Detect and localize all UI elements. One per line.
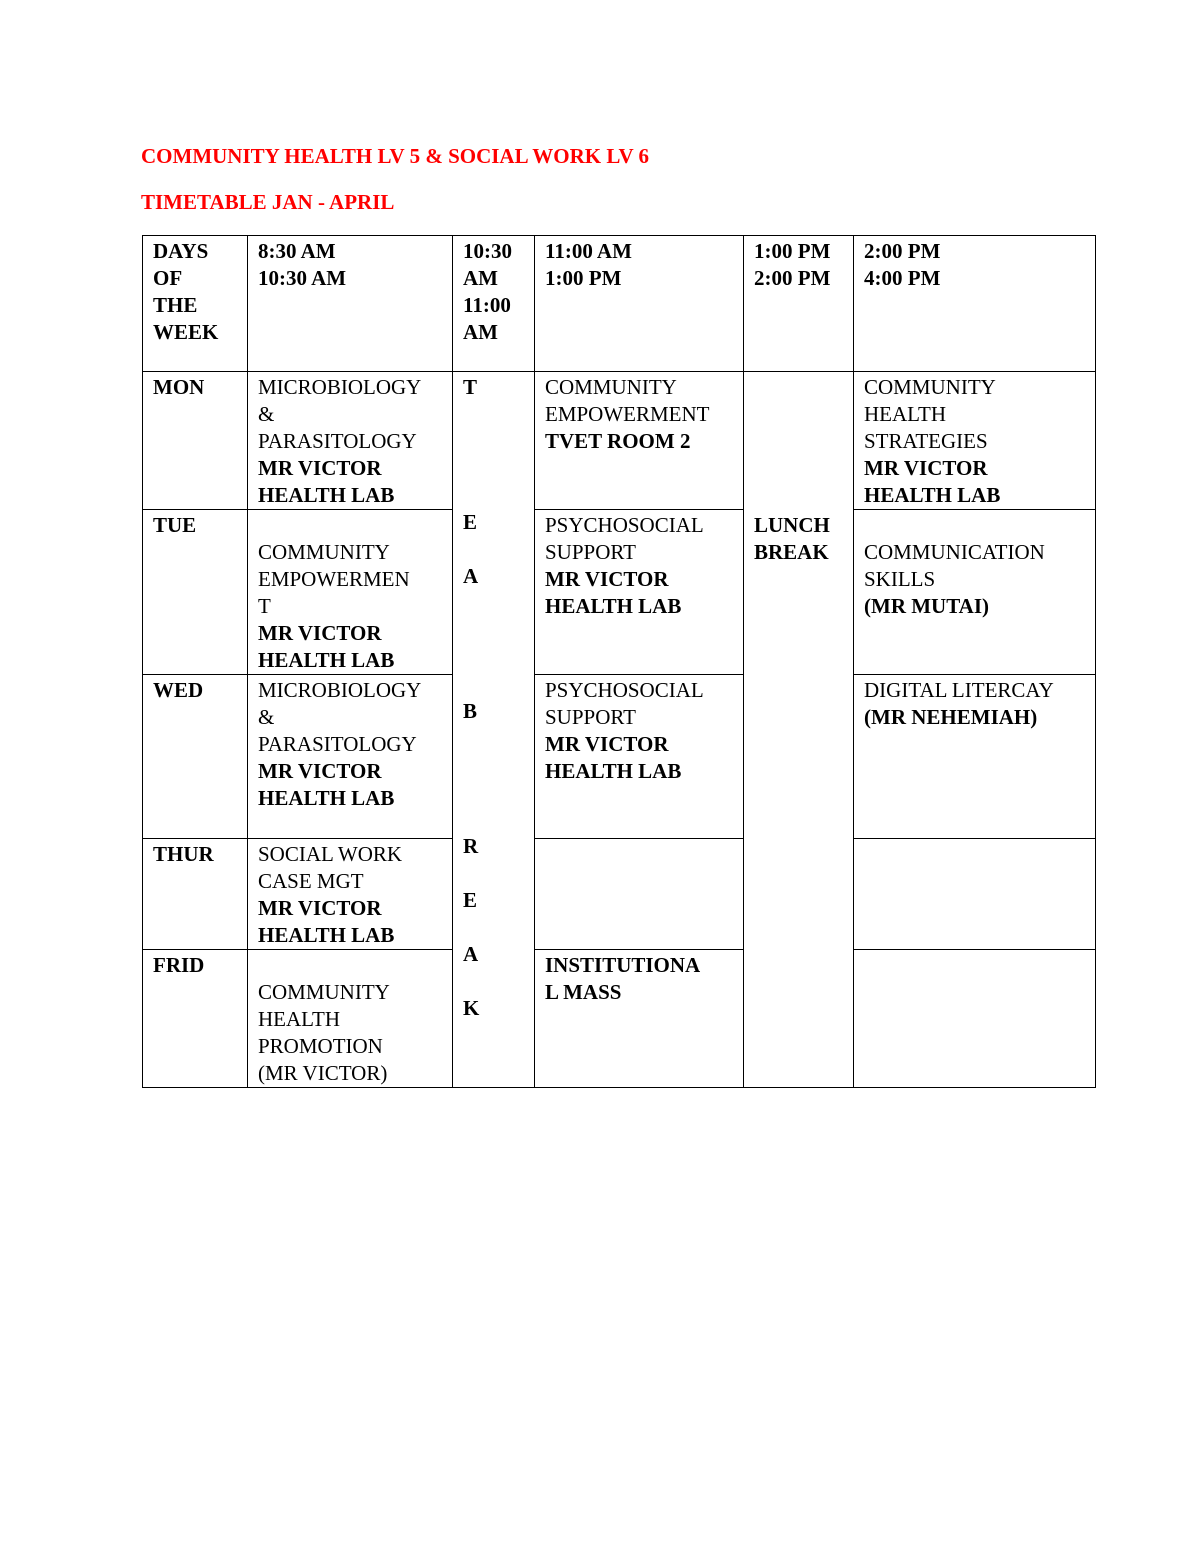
day-label: TUE: [143, 510, 248, 675]
header-slot-4: 1:00 PM 2:00 PM: [744, 236, 854, 372]
row-monday: [143, 372, 1096, 510]
page-title: COMMUNITY HEALTH LV 5 & SOCIAL WORK LV 6: [141, 144, 650, 168]
day-label: THUR: [143, 839, 248, 950]
cell-thu-slot5-empty: [854, 839, 1096, 950]
timetable: [142, 235, 1096, 1088]
cell-thu-slot1: SOCIAL WORK CASE MGT MR VICTOR HEALTH LAB: [248, 839, 453, 950]
page-subtitle: TIMETABLE JAN - APRIL: [141, 190, 395, 214]
cell-wed-slot1: MICROBIOLOGY & PARASITOLOGY MR VICTOR HEALTH LAB: [248, 675, 453, 839]
day-label: WED: [143, 675, 248, 839]
day-label: MON: [143, 372, 248, 510]
header-slot-3: 11:00 AM 1:00 PM: [535, 236, 744, 372]
cell-tue-slot5: COMMUNICATION SKILLS (MR MUTAI): [854, 510, 1096, 675]
cell-tue-slot3: PSYCHOSOCIAL SUPPORT MR VICTOR HEALTH LAB: [535, 510, 744, 675]
cell-mon-slot1: MICROBIOLOGY & PARASITOLOGY MR VICTOR HEALTH LAB: [248, 372, 453, 510]
cell-tue-slot1: COMMUNITY EMPOWERMEN T MR VICTOR HEALTH LAB: [248, 510, 453, 675]
row-friday: [143, 950, 1096, 1088]
header-days: DAYS OF THE WEEK: [143, 236, 248, 372]
cell-fri-slot5-empty: [854, 950, 1096, 1088]
cell-fri-slot1: COMMUNITY HEALTH PROMOTION (MR VICTOR): [248, 950, 453, 1088]
tea-break-column: T E A B R E A K: [453, 372, 535, 1088]
cell-wed-slot5: DIGITAL LITERCAY (MR NEHEMIAH): [854, 675, 1096, 839]
row-thursday: [143, 839, 1096, 950]
cell-wed-slot3: PSYCHOSOCIAL SUPPORT MR VICTOR HEALTH LAB: [535, 675, 744, 839]
cell-mon-slot5: COMMUNITY HEALTH STRATEGIES MR VICTOR HEALTH LAB: [854, 372, 1096, 510]
cell-thu-slot3-empty: [535, 839, 744, 950]
header-row: [143, 236, 1096, 372]
cell-mon-slot4: [744, 372, 854, 510]
day-label: FRID: [143, 950, 248, 1088]
header-slot-2: 10:30 AM 11:00 AM: [453, 236, 535, 372]
header-slot-5: 2:00 PM 4:00 PM: [854, 236, 1096, 372]
header-slot-1: 8:30 AM 10:30 AM: [248, 236, 453, 372]
row-wednesday: [143, 675, 1096, 839]
cell-mon-slot3: COMMUNITY EMPOWERMENT TVET ROOM 2: [535, 372, 744, 510]
lunch-break-cell: LUNCH BREAK: [744, 510, 854, 1088]
row-tuesday: [143, 510, 1096, 675]
cell-fri-slot3: INSTITUTIONA L MASS: [535, 950, 744, 1088]
